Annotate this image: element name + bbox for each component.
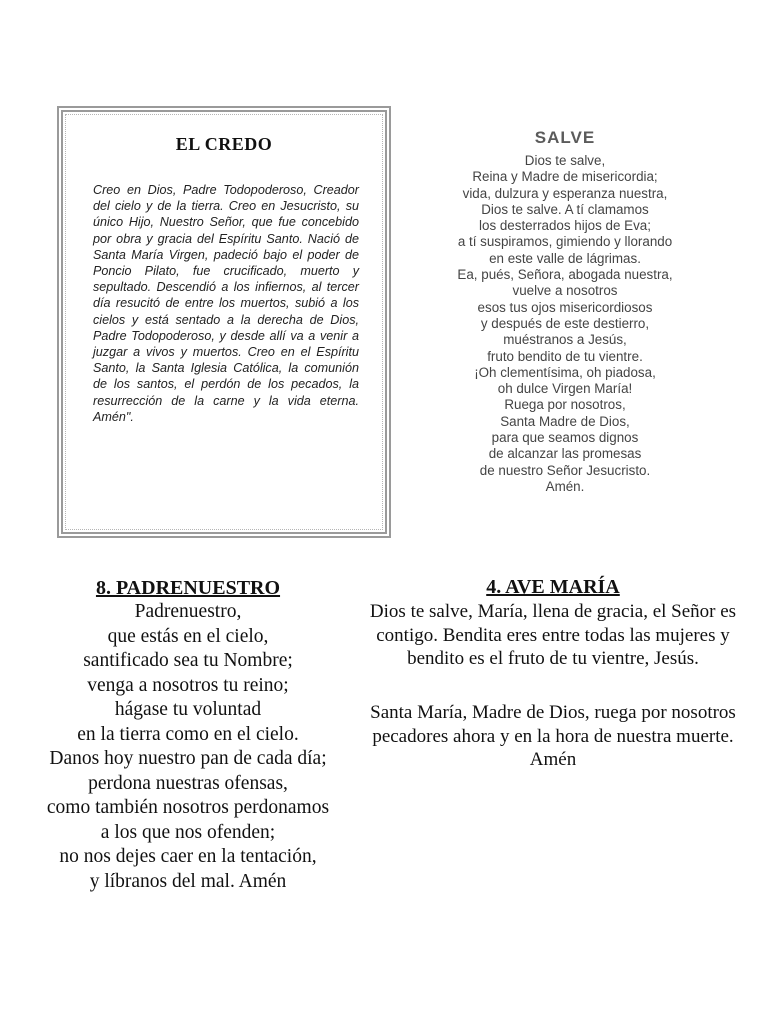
salve-line: a tí suspiramos, gimiendo y llorando	[457, 234, 673, 250]
padrenuestro-line: y líbranos del mal. Amén	[89, 870, 287, 892]
padrenuestro-line: que estás en el cielo,	[107, 625, 269, 647]
salve-line: Santa Madre de Dios,	[500, 413, 630, 429]
salve-line: muéstranos a Jesús,	[503, 332, 627, 348]
padrenuestro-line: en la tierra como en el cielo.	[77, 723, 299, 745]
credo-card	[57, 106, 391, 538]
salve-line: los desterrados hijos de Eva;	[479, 218, 651, 234]
salve-line: vida, dulzura y esperanza nuestra,	[462, 185, 668, 201]
padrenuestro-line: perdona nuestras ofensas,	[88, 772, 288, 794]
salve-title: SALVE	[534, 128, 596, 147]
padrenuestro-line: como también nosotros perdonamos	[46, 797, 330, 818]
salve-line: en este valle de lágrimas.	[489, 250, 641, 266]
padrenuestro-line: hágase tu voluntad	[114, 699, 262, 720]
ave-maria-title: 4. AVE MARÍA	[486, 576, 620, 598]
padrenuestro-line: Danos hoy nuestro pan de cada día;	[49, 748, 327, 769]
padrenuestro-text	[18, 600, 358, 894]
salve-line: fruto bendito de tu vientre.	[487, 348, 643, 364]
padrenuestro-line: venga a nosotros tu reino;	[87, 674, 289, 696]
salve-line: de nuestro Señor Jesucristo.	[479, 462, 651, 478]
salve-line: de alcanzar las promesas	[488, 446, 642, 462]
salve-line: ¡Oh clementísima, oh piadosa,	[474, 364, 656, 380]
padrenuestro-line: santificado sea tu Nombre;	[83, 650, 293, 671]
salve-line: Dios te salve. A tí clamamos	[481, 201, 649, 217]
salve-line: Reina y Madre de misericordia;	[472, 169, 658, 185]
credo-text: Creo en Dios, Padre Todopoderoso, Creador del cielo y de la tierra. Creo en Jesucristo, su único Hijo, Nuestro Señor, que fue concebido por obra y gracia del Espíritu Santo. Nació de Santa María Virgen, padeció bajo el poder de Poncio Pilato, fue crucificado, muerto y sepultado. Descendió a los infiernos, al tercer día resucitó de entre los muertos, subió a los cielos y está sentado a la derecha de Dios, Padre Todopoderoso, y desde allí va a venir a juzgar a vivos y muertos. Creo en el Espíritu Santo, la Santa Iglesia Católica, la comunión de los santos, el perdón de los pecados, la resurrección de la carne y la vida eterna. Amén".	[93, 183, 359, 424]
salve-line: Ea, pués, Señora, abogada nuestra,	[457, 267, 673, 283]
salve-text	[410, 153, 720, 495]
padrenuestro-line: no nos dejes caer en la tentación,	[59, 846, 317, 867]
salve-line: para que seamos dignos	[491, 430, 639, 446]
salve-line: esos tus ojos misericordiosos	[477, 299, 653, 315]
salve-line: vuelve a nosotros	[512, 283, 618, 299]
ave-maria-paragraph: Santa María, Madre de Dios, ruega por nosotros pecadores ahora y en la hora de nuestra muerte. Amén	[370, 702, 736, 770]
padrenuestro-title: 8. PADRENUESTRO	[95, 577, 281, 599]
padrenuestro-line: Padrenuestro,	[134, 601, 242, 622]
salve-line: Amén.	[545, 478, 585, 494]
salve-line: oh dulce Virgen María!	[497, 381, 633, 397]
credo-title: EL CREDO	[175, 134, 273, 154]
padrenuestro-line: a los que nos ofenden;	[100, 821, 276, 843]
salve-line: y después de este destierro,	[480, 315, 650, 331]
salve-line: Ruega por nosotros,	[504, 397, 626, 413]
ave-maria-paragraph: Dios te salve, María, llena de gracia, el Señor es contigo. Bendita eres entre todas las mujeres y bendito es el fruto de tu vientre, Jesús.	[369, 601, 737, 669]
salve-line: Dios te salve,	[524, 153, 606, 168]
